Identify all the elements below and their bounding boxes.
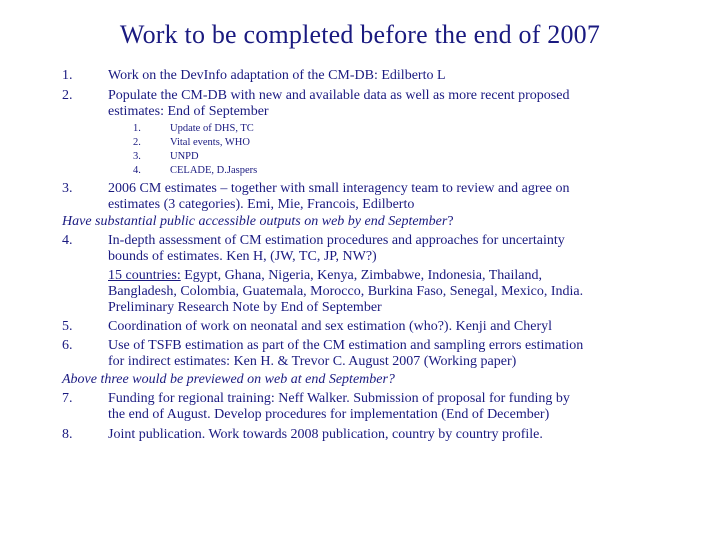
subitem-number: 2. <box>133 137 141 148</box>
countries-list: Egypt, Ghana, Nigeria, Kenya, Zimbabwe, Indonesia, Thailand, <box>180 268 543 283</box>
item-text: estimates (3 categories). Emi, Mie, Francois, Edilberto <box>108 197 415 212</box>
countries-label: 15 countries: <box>108 268 181 283</box>
italic-note: Above three would be previewed on web at end September? <box>62 372 395 387</box>
item-number: 8. <box>62 427 73 442</box>
subitem-text: Vital events, WHO <box>170 137 250 148</box>
item-text: for indirect estimates: Ken H. & Trevor C. August 2007 (Working paper) <box>108 354 517 369</box>
subitem-text: Update of DHS, TC <box>170 123 254 134</box>
note-tail: ? <box>447 214 454 229</box>
item-text: Joint publication. Work towards 2008 publication, country by country profile. <box>108 427 543 442</box>
item-text: Use of TSFB estimation as part of the CM estimation and sampling errors estimation <box>108 338 584 353</box>
item-number: 3. <box>62 181 73 196</box>
item-text: estimates: End of September <box>108 104 269 119</box>
italic-note <box>62 214 454 230</box>
countries-line: Bangladesh, Colombia, Guatemala, Morocco, Burkina Faso, Senegal, Mexico, India. <box>108 284 584 299</box>
item-text: Funding for regional training: Neff Walker. Submission of proposal for funding by <box>108 391 570 406</box>
item-text: Work on the DevInfo adaptation of the CM-DB: Edilberto L <box>108 68 446 83</box>
item-text: the end of August. Develop procedures for implementation (End of December) <box>108 407 550 422</box>
item-number: 7. <box>62 391 73 406</box>
item-number: 6. <box>62 338 73 353</box>
subitem-number: 4. <box>133 165 141 176</box>
subitem-text: UNPD <box>170 151 199 162</box>
item-text: Coordination of work on neonatal and sex estimation (who?). Kenji and Cheryl <box>108 319 553 334</box>
item-text: Preliminary Research Note by End of September <box>108 300 382 315</box>
item-number: 2. <box>62 88 73 103</box>
item-number: 1. <box>62 68 73 83</box>
slide-title: Work to be completed before the end of 2007 <box>119 20 601 49</box>
item-text: bounds of estimates. Ken H, (JW, TC, JP, NW?) <box>108 249 377 264</box>
item-number: 4. <box>62 233 73 248</box>
subitem-number: 3. <box>133 151 141 162</box>
subitem-text: CELADE, D.Jaspers <box>170 165 258 176</box>
item-text: Populate the CM-DB with new and available data as well as more recent proposed <box>108 88 570 103</box>
subitem-number: 1. <box>133 123 141 134</box>
countries-line <box>108 268 542 284</box>
item-number: 5. <box>62 319 73 334</box>
item-text: In-depth assessment of CM estimation procedures and approaches for uncertainty <box>108 233 565 248</box>
item-text: 2006 CM estimates – together with small interagency team to review and agree on <box>108 181 570 196</box>
note-italic-text: Have substantial public accessible outputs on web by end September <box>62 214 448 229</box>
